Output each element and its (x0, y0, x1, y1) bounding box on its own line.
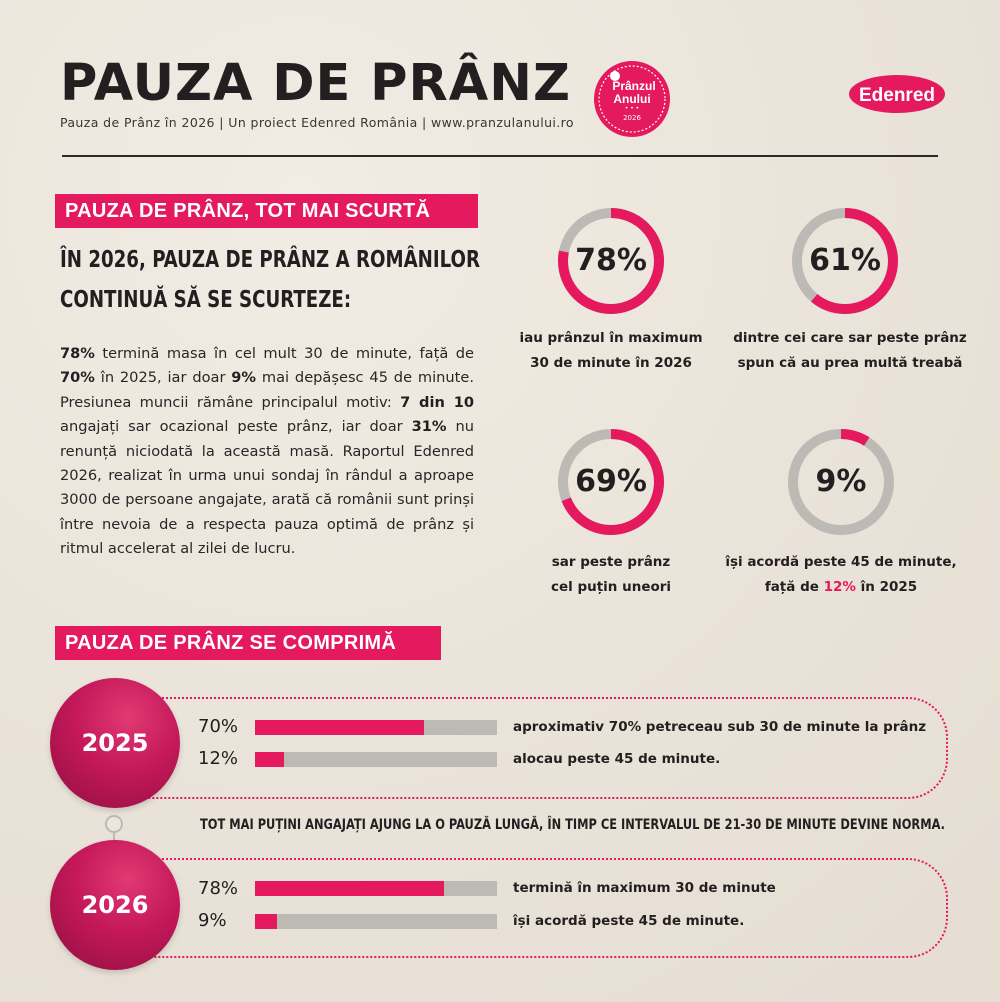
body-highlight: 31% (411, 418, 447, 436)
bar-description: termină în maximum 30 de minute (513, 880, 776, 896)
section-tag-compress: PAUZA DE PRÂNZ SE COMPRIMĂ (55, 626, 441, 660)
badge-year: 2026 (623, 114, 641, 122)
body-run: în 2025, iar doar (94, 369, 232, 387)
caption-line1: iau prânzul în maximum (519, 330, 703, 346)
caption-line2: spun că au prea multă treabă (737, 355, 963, 371)
caption-line1: sar peste prânz (551, 554, 671, 570)
svg-text:• • •: • • • (624, 105, 640, 112)
year-2026-frame (106, 858, 948, 958)
pranzul-anului-badge (593, 60, 671, 138)
bar-description: alocau peste 45 de minute. (513, 751, 721, 767)
donut-value: 69% (575, 464, 647, 499)
bar-fill (255, 914, 277, 929)
bar-percent: 70% (198, 716, 239, 737)
bar-fill (255, 752, 284, 767)
body-highlight: 78% (60, 345, 95, 362)
bar-percent: 9% (198, 910, 227, 931)
year-2026-circle: 2026 (50, 840, 180, 970)
headline-line1: ÎN 2026, PAUZA DE PRÂNZ A ROMÂNILOR (60, 247, 480, 273)
edenred-logo (848, 74, 946, 114)
badge-line1: Prânzul (612, 79, 656, 93)
donut-caption (491, 326, 731, 376)
body-highlight: 7 din 10 (400, 393, 474, 411)
donut-stat-4 (786, 427, 896, 537)
section-tag-shorter: PAUZA DE PRÂNZ, TOT MAI SCURTĂ (55, 194, 478, 228)
page-subtitle: Pauza de Prânz în 2026 | Un proiect Edenred România | www.pranzulanului.ro (60, 115, 574, 130)
caption-line1: dintre cei care sar peste prânz (733, 330, 967, 346)
caption-line2: cel puțin uneori (550, 579, 672, 595)
donut-stat-3 (556, 427, 666, 537)
donut-stat-1 (556, 206, 666, 316)
section-body-text (60, 342, 474, 562)
bar-percent: 78% (198, 878, 239, 899)
body-highlight: 70% (60, 369, 95, 387)
page-title: PAUZA DE PRÂNZ (60, 54, 571, 113)
year-2025-circle: 2025 (50, 678, 180, 808)
caption-line1: își acordă peste 45 de minute, (725, 554, 957, 570)
donut-value: 9% (815, 464, 867, 499)
donut-caption (725, 326, 975, 376)
body-run: angajați sar ocazional peste prânz, iar doar (60, 418, 412, 436)
bar-fill (255, 720, 424, 735)
caption-line2: față de 12% în 2025 (764, 579, 918, 595)
bar-description: își acordă peste 45 de minute. (513, 913, 745, 929)
bar-track (255, 914, 497, 929)
timeline-node (105, 815, 123, 833)
section-headline (60, 240, 480, 320)
donut-stat-2 (790, 206, 900, 316)
transition-statement: TOT MAI PUȚINI ANGAJAȚI AJUNG LA O PAUZĂ LUNGĂ, ÎN TIMP CE INTERVALUL DE 21-30 DE MINUTE DEVINE NORMA. (200, 817, 945, 833)
donut-caption (716, 550, 966, 600)
donut-value: 78% (575, 243, 647, 278)
headline-line2: CONTINUĂ SĂ SE SCURTEZE: (60, 287, 352, 313)
donut-caption (491, 550, 731, 600)
bar-track (255, 752, 497, 767)
bar-track (255, 881, 497, 896)
donut-value: 61% (809, 243, 881, 278)
caption-line2: 30 de minute în 2026 (530, 355, 692, 371)
body-run: mai depășesc 45 de minute. Presiunea muncii rămâne principalul motiv: (60, 369, 474, 411)
badge-line2: Anului (613, 92, 651, 106)
header-divider (62, 155, 938, 157)
body-run: termină masa în cel mult 30 de minute, față de (94, 345, 474, 362)
bar-description: aproximativ 70% petreceau sub 30 de minute la prânz (513, 719, 927, 735)
bar-track (255, 720, 497, 735)
bar-percent: 12% (198, 748, 239, 769)
logo-text: Edenred (858, 85, 936, 106)
bar-fill (255, 881, 444, 896)
highlight-percent: 12% (823, 579, 856, 595)
body-run: nu renunță niciodată la această masă. Raportul Edenred 2026, realizat în urma unui sondaj în rândul a aproape 3000 de persoane angajate, arată că românii sunt prinși între nevoia de a respecta pauza optimă de prânz și ritmul accelerat al zilei de lucru. (60, 418, 474, 558)
body-highlight: 9% (231, 369, 257, 387)
